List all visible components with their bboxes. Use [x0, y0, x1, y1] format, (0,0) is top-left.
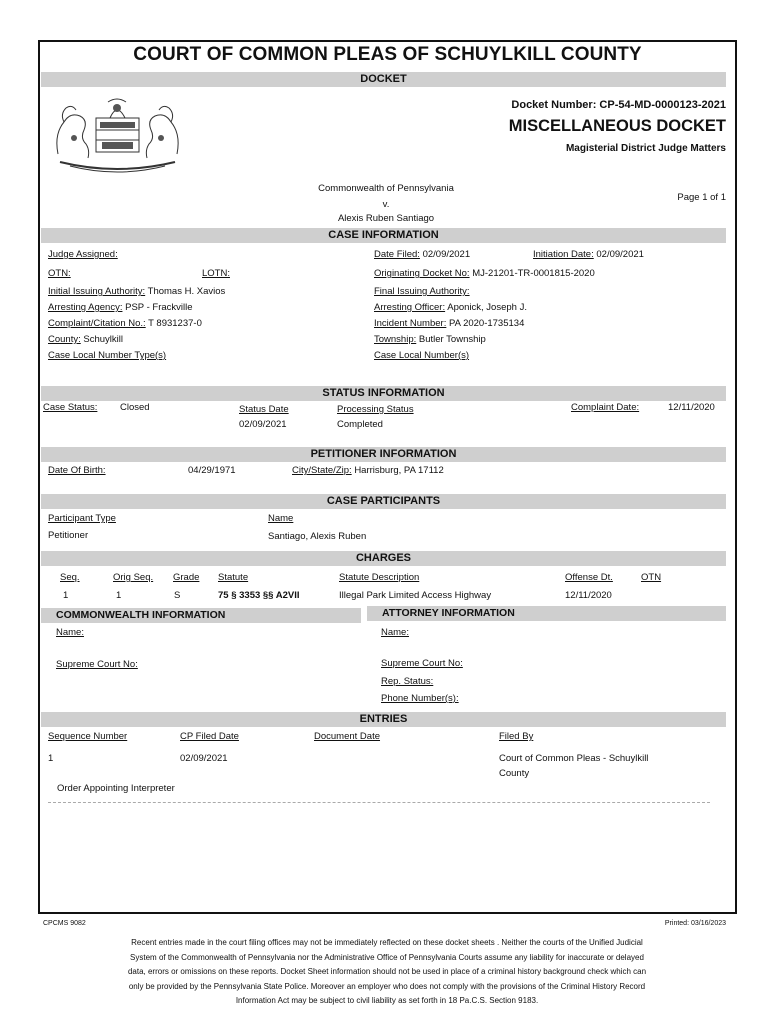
disclaimer: [80, 936, 694, 1009]
docket-number: Docket Number: CP-54-MD-0000123-2021: [511, 99, 726, 111]
disclaimer-line: Recent entries made in the court filing offices may not be immediately reflected on these docket sheets . Neither the courts of the Unified Judicial: [131, 938, 643, 947]
date-filed-row: Date Filed: 02/09/2021: [374, 249, 471, 260]
final-authority-label: Final Issuing Authority:: [374, 286, 470, 297]
processing-status-value: Completed: [337, 419, 383, 430]
disclaimer-line: Information Act may be subject to civil liability as set forth in 18 Pa.C.S. Section 9183.: [235, 996, 539, 1005]
charges-col-orig-seq: Orig Seq.: [113, 572, 154, 583]
originating-docket-row: Originating Docket No: MJ-21201-TR-0001815-2020: [374, 268, 595, 279]
attorney-bar: [367, 606, 726, 621]
form-id: CPCMS 9082: [43, 920, 86, 927]
charges-col-otn: OTN: [641, 572, 662, 583]
docket-type: MISCELLANEOUS DOCKET: [508, 117, 726, 135]
charge-seq: 1: [63, 590, 69, 601]
local-type-label: Case Local Number Type(s): [48, 350, 167, 361]
status-date-value: 02/09/2021: [239, 419, 287, 430]
entries-heading: ENTRIES: [41, 712, 726, 727]
complaint-row: Complaint/Citation No.: T 8931237-0: [48, 318, 202, 329]
lotn-label: LOTN:: [202, 268, 230, 279]
disclaimer-line: System of the Commonwealth of Pennsylvania nor the Administrative Office of Pennsylvania Courts assume any liability for inaccurate or delayed: [130, 952, 644, 962]
participant-type-label: Participant Type: [48, 513, 116, 524]
docket-bar: DOCKET: [41, 72, 726, 87]
county-row: County: Schuylkill: [48, 334, 123, 345]
charge-orig-seq: 1: [116, 590, 122, 601]
charges-col-statute: Statute: [218, 572, 249, 583]
caption-line1: Commonwealth of Pennsylvania: [318, 183, 454, 194]
incident-row: Incident Number: PA 2020-1735134: [374, 318, 525, 329]
charges-heading: CHARGES: [41, 551, 726, 566]
entry-filed-by-line1: Court of Common Pleas - Schuylkill: [499, 753, 649, 764]
entries-col-cp-filed: CP Filed Date: [180, 731, 239, 742]
petitioner-information-heading: PETITIONER INFORMATION: [41, 447, 726, 462]
entries-col-document-date: Document Date: [314, 731, 381, 742]
charges-col-seq: Seq.: [60, 572, 80, 583]
entries-col-filed-by: Filed By: [499, 731, 534, 742]
participant-name: Santiago, Alexis Ruben: [268, 531, 367, 542]
charge-offense-date: 12/11/2020: [565, 590, 612, 601]
charge-grade: S: [174, 590, 181, 601]
initiation-date-row: Initiation Date: 02/09/2021: [533, 249, 644, 260]
case-status-label: Case Status:: [43, 402, 98, 413]
attorney-heading: ATTORNEY INFORMATION: [382, 607, 515, 619]
status-information-heading: STATUS INFORMATION: [41, 386, 726, 401]
charges-col-grade: Grade: [173, 572, 200, 583]
arresting-officer-row: Arresting Officer: Aponick, Joseph J.: [374, 302, 527, 313]
commonwealth-bar: [41, 608, 361, 623]
entries-col-sequence: Sequence Number: [48, 731, 128, 742]
dob-label: Date Of Birth:: [48, 465, 106, 476]
entry-document: Order Appointing Interpreter: [57, 783, 175, 794]
case-status-value: Closed: [120, 402, 150, 413]
dob-value: 04/29/1971: [188, 465, 236, 476]
printed-date: Printed: 03/16/2023: [664, 920, 726, 927]
pennsylvania-seal-icon: [50, 94, 185, 174]
participant-type: Petitioner: [48, 530, 89, 541]
township-row: Township: Butler Township: [374, 334, 486, 345]
entry-cp-filed: 02/09/2021: [180, 753, 228, 764]
page-number: Page 1 of 1: [677, 192, 726, 203]
local-number-label: Case Local Number(s): [374, 350, 470, 361]
case-information-heading: CASE INFORMATION: [41, 228, 726, 243]
complaint-date-label: Complaint Date:: [571, 402, 640, 413]
judge-label: Judge Assigned:: [48, 249, 118, 260]
charge-statute: 75 § 3353 §§ A2VII: [218, 590, 300, 601]
commonwealth-supreme-label: Supreme Court No:: [56, 659, 138, 670]
caption-line3: Alexis Ruben Santiago: [337, 213, 435, 224]
initial-authority-row: Initial Issuing Authority: Thomas H. Xavios: [48, 286, 226, 297]
charge-description: Illegal Park Limited Access Highway: [339, 590, 492, 601]
arresting-agency-row: Arresting Agency: PSP - Frackville: [48, 302, 193, 313]
disclaimer-line: data, errors or omissions on these reports. Docket Sheet information should not be used in place of a criminal history background check which can: [127, 967, 647, 976]
disclaimer-line: only be provided by the Pennsylvania State Police. Moreover an employer who does not comply with the provisions of the Criminal History Record: [128, 981, 646, 991]
caption-line2: v.: [382, 199, 390, 210]
processing-status-label: Processing Status: [337, 404, 414, 415]
attorney-supreme-label: Supreme Court No:: [381, 658, 463, 669]
entry-sequence: 1: [48, 753, 54, 764]
participant-name-label: Name: [268, 513, 294, 524]
docket-subtype: Magisterial District Judge Matters: [565, 143, 726, 154]
city-row: City/State/Zip: Harrisburg, PA 17112: [292, 465, 444, 476]
otn-label: OTN:: [48, 268, 71, 279]
case-participants-heading: CASE PARTICIPANTS: [41, 494, 726, 509]
commonwealth-name-label: Name:: [56, 627, 84, 638]
attorney-phone-label: Phone Number(s):: [381, 693, 459, 704]
complaint-date-value: 12/11/2020: [668, 402, 715, 413]
charges-col-offense-date: Offense Dt.: [565, 572, 613, 583]
commonwealth-heading: COMMONWEALTH INFORMATION: [56, 609, 226, 621]
attorney-name-label: Name:: [381, 627, 409, 638]
status-date-label: Status Date: [239, 404, 289, 415]
attorney-rep-status-label: Rep. Status:: [381, 676, 434, 687]
court-title: COURT OF COMMON PLEAS OF SCHUYLKILL COUNTY: [133, 44, 642, 65]
entry-divider: [48, 802, 710, 803]
entry-filed-by-line2: County: [499, 768, 530, 779]
charges-col-description: Statute Description: [339, 572, 420, 583]
